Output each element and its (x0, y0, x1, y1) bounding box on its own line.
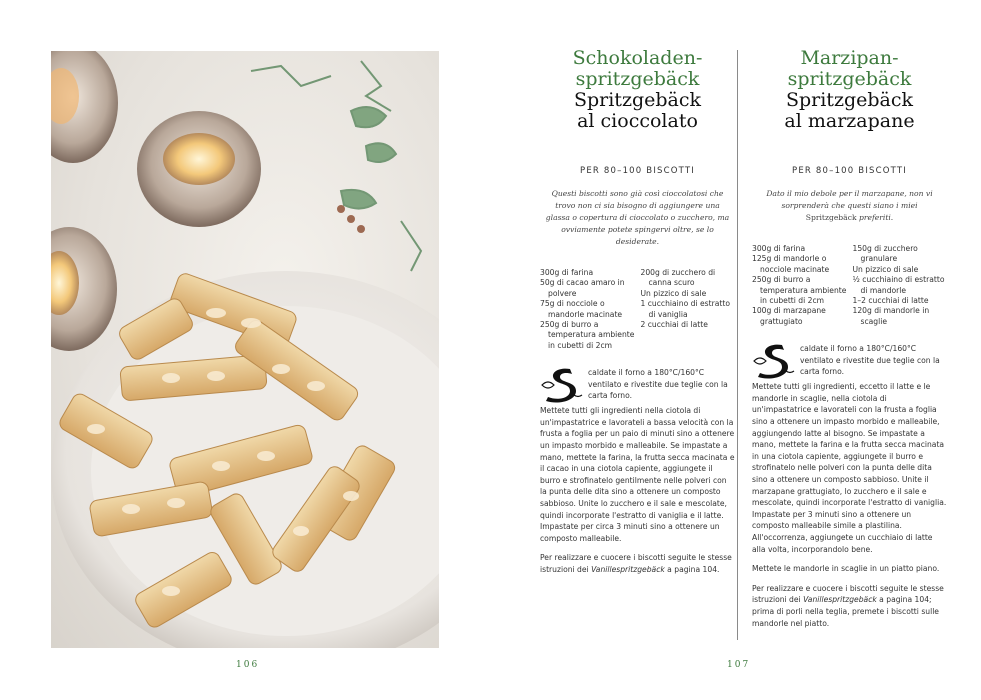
intro-text: Dato il mio debole per il marzapane, non vi sorprenderà che questi siano i miei (766, 189, 933, 210)
recipe-yield: PER 80–100 BISCOTTI (792, 166, 907, 176)
recipe-title-german (752, 48, 947, 90)
ingredient-item: 120g di mandorle in scaglie (852, 306, 930, 326)
ingredient-item: 1 cucchiaino di estratto di vaniglia (640, 299, 730, 319)
recipe-method (540, 367, 735, 575)
ingredient-item: 2 cucchiai di latte (640, 320, 708, 330)
ingredient-item: ½ cucchiaino di estratto di mandorle (852, 275, 945, 295)
title-de-line1: Schokoladen- (572, 47, 703, 69)
page-number-right: 107 (727, 660, 751, 670)
method-text-italic: Vanillespritzgebäck (591, 564, 665, 574)
title-it-line1: Spritzgebäck (573, 89, 702, 111)
cookie-photo (51, 51, 439, 648)
ingredients-column-1 (752, 244, 847, 327)
method-paragraph-3 (540, 552, 735, 575)
recipe-intro: Questi biscotti sono già così cioccolatosi che trovo non ci sia bisogno di aggiungere una glassa o copertura di cioccolato o zucchero, ma ovviamente potete spingervi oltre, se lo desiderate. (545, 189, 730, 246)
ingredient-item: 125g di mandorle o nocciole macinate (752, 254, 830, 274)
recipe-method (752, 343, 947, 629)
ingredients-list (540, 268, 735, 351)
recipe-marzipan (752, 48, 947, 637)
method-text: Per realizzare e cuocere i biscotti seguite le stesse istruzioni dei (752, 583, 944, 605)
dropcap-s-icon (752, 341, 796, 379)
title-it-line2: al marzapane (784, 110, 915, 132)
ingredient-item: Un pizzico di sale (852, 264, 919, 274)
recipe-title-italian (752, 90, 947, 132)
title-de-line2: spritzgebäck (575, 68, 700, 90)
title-it-line1: Spritzgebäck (785, 89, 914, 111)
ingredients-list (752, 244, 947, 327)
ingredient-item: 1–2 cucchiai di latte (852, 296, 929, 306)
ingredient-item: 75g di nocciole o mandorle macinate (540, 299, 623, 319)
title-it-line2: al cioccolato (577, 110, 698, 132)
method-paragraph-4 (752, 583, 947, 629)
method-paragraph-3: Mettete le mandorle in scaglie in un piatto piano. (752, 564, 940, 574)
ingredient-item: 50g di cacao amaro in polvere (540, 278, 625, 298)
ingredient-item: 300g di farina (752, 244, 806, 253)
page-number-left: 106 (236, 660, 260, 670)
title-de-line1: Marzipan- (800, 47, 899, 69)
title-de-line2: spritzgebäck (787, 68, 912, 90)
photo-illustration (51, 51, 439, 648)
column-divider (737, 50, 738, 640)
recipe-intro (752, 188, 947, 224)
ingredient-item: Un pizzico di sale (640, 288, 707, 298)
method-paragraph-2: Mettete tutti gli ingredienti nella ciotola di un'impastatrice e lavorateli a bassa velocità con la frusta a foglia per un paio di minuti sino a ottenere un impasto morbido e malleabile. Se impastate a mano, mettete la farina, la frutta secca macinata e il cacao in una ciotola capiente, aggiungete il burro e strofinatelo gentilmente nelle polveri con la punta delle dita sino a ottenere un composto sabbioso. Unite lo zucchero e il sale e mescolate, quindi incorporate l'estratto di vaniglia e il latte. Impastate per circa 3 minuti sino a ottenere un composto malleabile. (540, 406, 735, 543)
intro-text: preferiti. (856, 213, 894, 222)
ingredients-column-2 (853, 244, 948, 327)
dropcap-s-icon (540, 365, 584, 403)
ingredients-column-1 (540, 268, 635, 351)
method-text: Per realizzare e cuocere i biscotti seguite le stesse istruzioni dei (540, 553, 732, 574)
ingredient-item: 250g di burro a temperatura ambiente in cubetti di 2cm (540, 320, 635, 350)
method-text: a pagina 104; prima di porli nella teglia, premete i biscotti sulle mandorle nel piatto. (752, 595, 939, 628)
recipe-yield: PER 80–100 BISCOTTI (580, 166, 695, 176)
method-text-italic: Vanillespritzgebäck (803, 595, 877, 605)
recipe-chocolate (540, 48, 735, 584)
method-paragraph-2: Mettete tutti gli ingredienti, eccetto il latte e le mandorle in scaglie, nella ciotola di un'impastatrice e lavorateli con la frusta a foglia sino a ottenere un impasto morbido e malleabile, aggiungendo latte al bisogno. Se impastate a mano, mettete la farina e la frutta secca macinata in una ciotola capiente, aggiungete il burro e strofinatelo nelle polveri con la punta delle dita sino a ottenere un composto sabbioso. Unite il marzapane grattugiato, lo zucchero e il sale e mescolate, quindi incorporate l'estratto di vaniglia. Impastate per 3 minuti sino a ottenere un composto malleabile simile a plastilina. All'occorrenza, aggiungete un cucchiaio di latte alla volta, incorporandolo bene. (752, 382, 947, 554)
ingredient-item: 150g di zucchero granulare (852, 244, 918, 264)
ingredient-item: 200g di zucchero di canna scuro (640, 268, 716, 288)
recipe-title-german (540, 48, 735, 90)
left-page (0, 0, 490, 700)
ingredients-column-2 (641, 268, 736, 351)
ingredient-item: 100g di marzapane grattugiato (752, 306, 826, 326)
method-text: a pagina 104. (664, 564, 720, 574)
method-paragraph-1: caldate il forno a 180°C/160°C ventilato e rivestite due teglie con la carta forno. (800, 344, 940, 377)
method-paragraph-1: caldate il forno a 180°C/160°C ventilato e rivestite due teglie con la carta forno. (588, 368, 728, 401)
ingredient-item: 300g di farina (540, 268, 594, 277)
ingredient-item: 250g di burro a temperatura ambiente in cubetti di 2cm (752, 275, 847, 306)
intro-text-upright: Spritzgebäck (805, 213, 857, 222)
recipe-title-italian (540, 90, 735, 132)
